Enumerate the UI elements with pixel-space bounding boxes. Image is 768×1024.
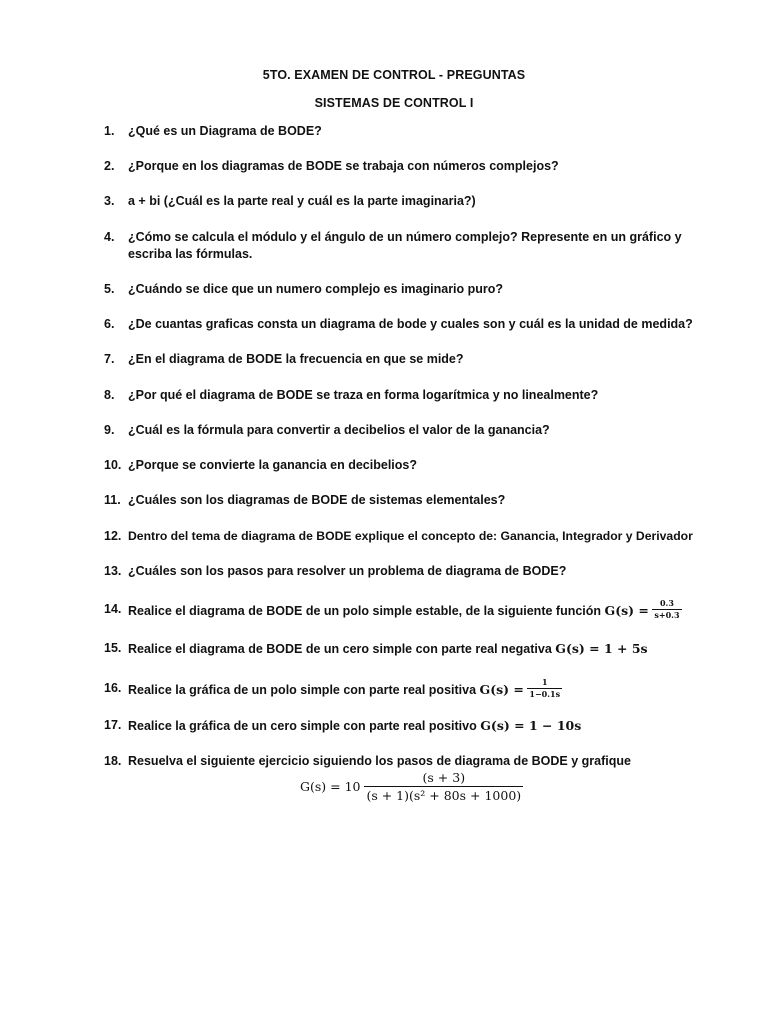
fraction-numerator: 0.3 <box>652 599 681 610</box>
exercise-formula <box>300 770 523 803</box>
question-text: Realice el diagrama de BODE de un polo simple estable, de la siguiente función <box>128 603 602 618</box>
question-text: ¿Cuál es la fórmula para convertir a decibelios el valor de la ganancia? <box>128 423 550 437</box>
question-number: 10. <box>104 458 122 472</box>
question-text: ¿Porque en los diagramas de BODE se trabaja con números complejos? <box>128 159 559 173</box>
question-text: ¿Cuáles son los diagramas de BODE de sistemas elementales? <box>128 493 506 507</box>
question-number: 1. <box>104 124 115 138</box>
question-number: 8. <box>104 388 115 402</box>
fraction-numerator: 1 <box>527 678 562 689</box>
question-number: 6. <box>104 317 115 331</box>
question-text: ¿De cuantas graficas consta un diagrama de bode y cuales son y cuál es la unidad de medida? <box>128 317 693 331</box>
question-text: ¿Cuáles son los pasos para resolver un problema de diagrama de BODE? <box>128 564 567 578</box>
transfer-function-lhs: G(s) = <box>479 681 524 697</box>
question-number: 15. <box>104 641 122 655</box>
question-number: 4. <box>104 230 115 244</box>
exam-subtitle: SISTEMAS DE CONTROL I <box>314 96 474 110</box>
question-text: Dentro del tema de diagrama de BODE explique el concepto de: Ganancia, Integrador y Derivador <box>128 529 693 543</box>
question-text: ¿Cómo se calcula el módulo y el ángulo de un número complejo? Represente en un gráfico y escriba las fórmulas. <box>128 230 682 261</box>
formula-lhs: G(s) = 10 <box>300 779 361 794</box>
question-number: 9. <box>104 423 115 437</box>
transfer-function-lhs: G(s) = <box>604 602 649 618</box>
question-text: Resuelva el siguiente ejercicio siguiendo los pasos de diagrama de BODE y grafique <box>128 754 631 768</box>
question-number: 3. <box>104 194 115 208</box>
question-text: ¿En el diagrama de BODE la frecuencia en que se mide? <box>128 352 464 366</box>
question-number: 2. <box>104 159 115 173</box>
question-number: 12. <box>104 529 122 543</box>
fraction-denominator: s+0.3 <box>654 610 680 620</box>
question-text: Realice el diagrama de BODE de un cero simple con parte real negativa <box>128 642 552 656</box>
question-number: 16. <box>104 681 122 695</box>
formula-numerator: (s + 3) <box>364 770 523 787</box>
question-number: 11. <box>104 493 121 507</box>
transfer-function-expression: G(s) = 1 + 5s <box>555 641 648 656</box>
question-text: ¿Por qué el diagrama de BODE se traza en forma logarítmica y no linealmente? <box>128 388 599 402</box>
question-number: 13. <box>104 564 122 578</box>
fraction-denominator: 1−0.1s <box>529 689 561 699</box>
formula-fraction <box>364 770 523 803</box>
question-number: 7. <box>104 352 115 366</box>
exam-title: 5TO. EXAMEN DE CONTROL - PREGUNTAS <box>262 68 526 82</box>
question-text: Realice la gráfica de un polo simple con parte real positiva <box>128 682 477 697</box>
question-text: ¿Cuándo se dice que un numero complejo es imaginario puro? <box>128 282 504 296</box>
question-text: a + bi (¿Cuál es la parte real y cuál es la parte imaginaria?) <box>128 194 476 208</box>
question-number: 18. <box>104 754 122 768</box>
formula-denominator: (s + 1)(s² + 80s + 1000) <box>366 788 522 803</box>
question-number: 14. <box>104 602 122 616</box>
transfer-function-fraction <box>652 599 681 620</box>
transfer-function-expression: G(s) = 1 − 10s <box>480 718 582 733</box>
question-text: Realice la gráfica de un cero simple con parte real positivo <box>128 719 477 733</box>
question-text: ¿Qué es un Diagrama de BODE? <box>128 124 322 138</box>
transfer-function-fraction <box>527 678 562 699</box>
question-number: 17. <box>104 718 122 732</box>
question-text: ¿Porque se convierte la ganancia en decibelios? <box>128 458 417 472</box>
question-number: 5. <box>104 282 115 296</box>
